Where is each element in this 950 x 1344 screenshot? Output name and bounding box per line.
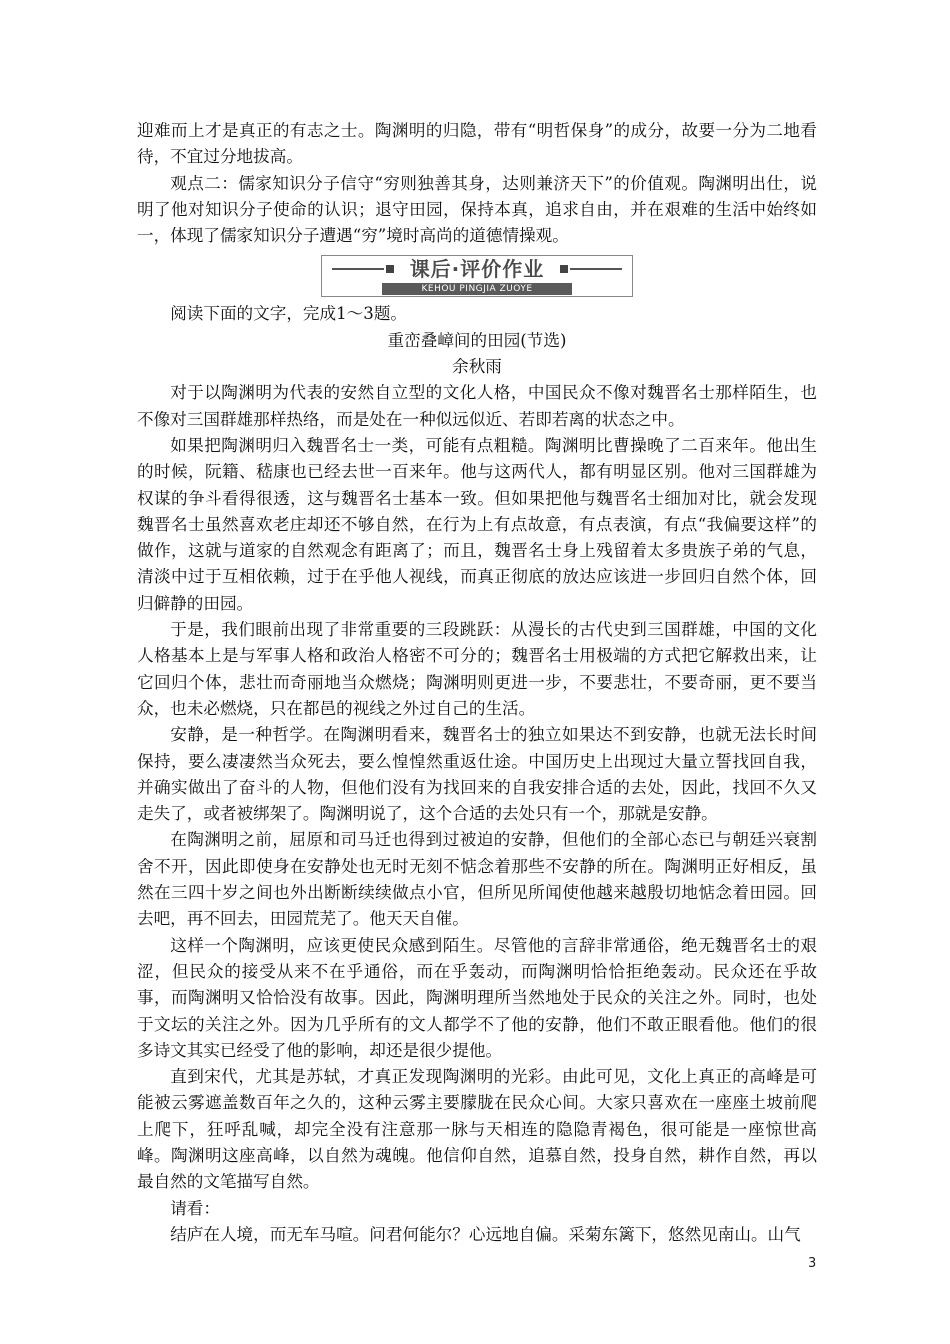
- banner-subtitle: KEHOU PINGJIA ZUOYE: [382, 283, 572, 295]
- article-paragraph: 于是，我们眼前出现了非常重要的三段跳跃：从漫长的古代史到三国群雄，中国的文化人格基本上是与军事人格和政治人格密不可分的；魏晋名士用极端的方式把它解救出来，让它回归个体，悲壮而奇丽地当众燃烧；陶渊明则更进一步，不要悲壮，不要奇丽，更不要当众，也未必燃烧，只在都邑的视线之外过自己的生活。: [137, 620, 817, 718]
- article-paragraph: 对于以陶渊明为代表的安然自立型的文化人格，中国民众不像对魏晋名士那样陌生，也不像对三国群雄那样热络，而是处在一种似远似近、若即若离的状态之中。: [137, 383, 817, 429]
- poem-line: 结庐在人境，而无车马喧。问君何能尔？心远地自偏。采菊东篱下，悠然见南山。山气: [170, 1224, 801, 1244]
- document-page: [137, 118, 817, 1248]
- reading-instruction: 阅读下面的文字，完成1～3题。: [170, 304, 408, 324]
- article-paragraph: 如果把陶渊明归入魏晋名士一类，可能有点粗糙。陶渊明比曹操晚了二百来年。他出生的时候，阮籍、嵇康也已经去世一百来年。他与这两代人，都有明显区别。他对三国群雄为权谋的争斗看得很透，这与魏晋名士基本一致。但如果把他与魏晋名士细加对比，就会发现魏晋名士虽然喜欢老庄却还不够自然，在行为上有点故意，有点表演，有点“我偏要这样”的做作，这就与道家的自然观念有距离了；而且，魏晋名士身上残留着太多贵族子弟的气息，清淡中过于互相依赖，过于在乎他人视线，而真正彻底的放达应该进一步回归自然个体，回归僻静的田园。: [137, 435, 817, 613]
- banner-title: 课后·评价作业: [409, 257, 545, 282]
- article-author: 余秋雨: [452, 357, 502, 377]
- article-paragraph: 在陶渊明之前，屈原和司马迁也得到过被迫的安静，但他们的全部心态已与朝廷兴衰割舍不开，因此即使身在安静处也无时无刻不惦念着那些不安静的所在。陶渊明正好相反，虽然在三四十岁之间也外出断断续续做点小官，但所见所闻使他越来越殷切地惦念着田园。回去吧，再不回去，田园荒芜了。他天天自催。: [137, 830, 817, 929]
- banner-rule-right: [570, 268, 622, 270]
- banner-dot-right: [560, 265, 568, 273]
- article-paragraph: 直到宋代，尤其是苏轼，才真正发现陶渊明的光彩。由此可见，文化上真正的高峰是可能被云雾遮盖数百年之久的，这种云雾主要朦胧在民众心间。大家只喜欢在一座座土坡前爬上爬下，狂呼乱喊，却完全没有注意那一脉与天相连的隐隐青褐色，很可能是一座惊世高峰。陶渊明这座高峰，以自然为魂魄。他信仰自然，追慕自然，投身自然，耕作自然，再以最自然的文笔描写自然。: [137, 1067, 817, 1192]
- article-paragraph: 请看：: [170, 1198, 220, 1218]
- page-number: 3: [808, 1256, 817, 1271]
- article-paragraph: 这样一个陶渊明，应该更使民众感到陌生。尽管他的言辞非常通俗，绝无魏晋名士的艰涩，但民众的接受从来不在乎通俗，而在乎轰动，而陶渊明恰恰拒绝轰动。民众还在乎故事，而陶渊明又恰恰没有故事。因此，陶渊明理所当然地处于民众的关注之外。同时，也处于文坛的关注之外。因为几乎所有的文人都学不了他的安静，他们不敢正眼看他。他们的很多诗文其实已经受了他的影响，却还是很少提他。: [137, 935, 817, 1060]
- article-paragraph: 安静，是一种哲学。在陶渊明看来，魏晋名士的独立如果达不到安静，也就无法长时间保持，要么凄凄然当众死去，要么惶惶然重返仕途。中国历史上出现过大量立誓找回自我，并确实做出了奋斗的人物，但他们没有为找回来的自我安排合适的去处，因此，找回不久又走失了，或者被绑架了。陶渊明说了，这个合适的去处只有一个，那就是安静。: [137, 725, 817, 824]
- article-title: 重峦叠嶂间的田园(节选): [387, 330, 567, 350]
- viewpoint-two: 观点二：儒家知识分子信守“穷则独善其身，达则兼济天下”的价值观。陶渊明出仕，说明了他对知识分子使命的认识；退守田园，保持本真，追求自由，并在艰难的生活中始终如一，体现了儒家知识分子遭遇“穷”境时高尚的道德情操观。: [137, 173, 817, 246]
- intro-continuation: 迎难而上才是真正的有志之士。陶渊明的归隐，带有“明哲保身”的成分，故要一分为二地看待，不宜过分地拔高。: [137, 121, 817, 167]
- section-banner: [321, 255, 633, 297]
